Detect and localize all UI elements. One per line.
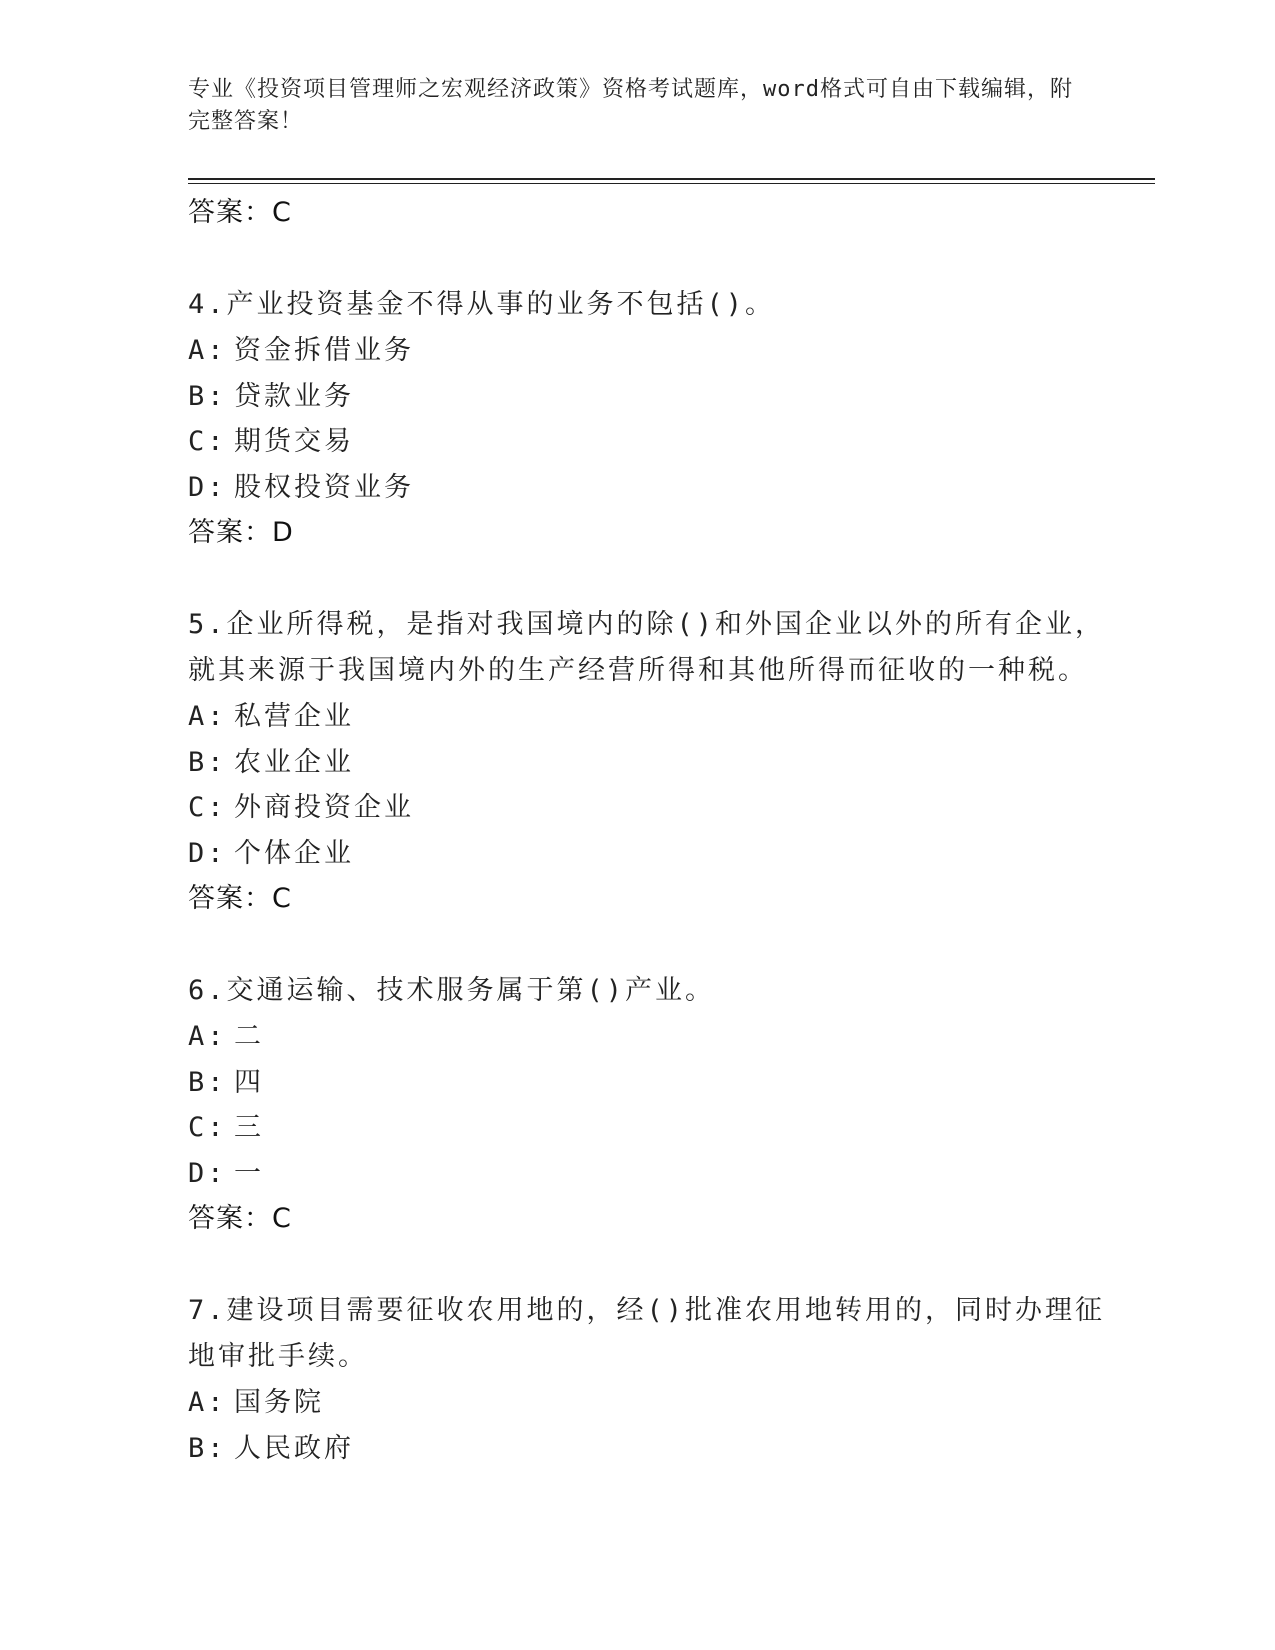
option-letter: A: — [188, 701, 227, 732]
option-text: 二 — [234, 1021, 264, 1052]
option-text: 期货交易 — [234, 426, 354, 457]
answer-line: 答案：C — [188, 197, 292, 228]
option-text: 农业企业 — [234, 746, 354, 778]
option-a — [188, 1380, 1108, 1426]
option-d — [188, 831, 1108, 877]
option-letter: D: — [188, 471, 227, 503]
question-stem: 6.交通运输、技术服务属于第()产业。 — [188, 975, 716, 1006]
option-letter: C: — [188, 792, 227, 823]
option-d — [188, 1151, 1108, 1197]
header-divider — [188, 178, 1155, 180]
option-letter: C: — [188, 1112, 227, 1143]
option-letter: A: — [188, 335, 227, 366]
question-stem: 5.企业所得税，是指对我国境内的除()和外国企业以外的所有企业，就其来源于我国境内外的生产经营所得和其他所得而征收的一种税。 — [188, 609, 1106, 686]
option-c — [188, 785, 1108, 831]
document-header: 专业《投资项目管理师之宏观经济政策》资格考试题库，word格式可自由下载编辑，附完整答案！ — [188, 77, 1073, 134]
answer-line: 答案：C — [188, 1203, 292, 1234]
question-stem: 4.产业投资基金不得从事的业务不包括()。 — [188, 289, 776, 320]
option-text: 国务院 — [234, 1387, 324, 1418]
option-text: 三 — [234, 1112, 264, 1143]
option-b — [188, 374, 1108, 420]
option-a — [188, 328, 1108, 374]
option-letter: B: — [188, 746, 227, 778]
option-a — [188, 694, 1108, 740]
option-text: 股权投资业务 — [234, 471, 414, 503]
option-letter: B: — [188, 1432, 227, 1464]
option-text: 贷款业务 — [234, 380, 354, 412]
option-letter: B: — [188, 1066, 227, 1098]
option-letter: D: — [188, 1157, 227, 1189]
option-a — [188, 1014, 1108, 1060]
question-list — [188, 190, 1108, 1471]
option-text: 个体企业 — [234, 837, 354, 869]
question-item — [188, 1288, 1108, 1471]
header-divider-thin — [188, 183, 1155, 184]
option-c — [188, 419, 1108, 465]
option-b — [188, 1060, 1108, 1106]
option-letter: D: — [188, 837, 227, 869]
option-text: 外商投资企业 — [234, 792, 414, 823]
option-letter: A: — [188, 1387, 227, 1418]
question-item — [188, 968, 1108, 1242]
option-b — [188, 740, 1108, 786]
option-text: 私营企业 — [234, 701, 354, 732]
question-item — [188, 602, 1108, 922]
option-text: 四 — [234, 1066, 264, 1098]
option-text: 资金拆借业务 — [234, 335, 414, 366]
option-letter: A: — [188, 1021, 227, 1052]
option-text: 一 — [234, 1157, 264, 1189]
option-letter: B: — [188, 380, 227, 412]
answer-line: 答案：D — [188, 517, 294, 548]
question-stem: 7.建设项目需要征收农用地的，经()批准农用地转用的，同时办理征地审批手续。 — [188, 1295, 1106, 1372]
option-d — [188, 465, 1108, 511]
question-item — [188, 282, 1108, 556]
option-c — [188, 1105, 1108, 1151]
answer-line: 答案：C — [188, 883, 292, 914]
option-b — [188, 1426, 1108, 1472]
option-text: 人民政府 — [234, 1432, 354, 1464]
option-letter: C: — [188, 426, 227, 457]
